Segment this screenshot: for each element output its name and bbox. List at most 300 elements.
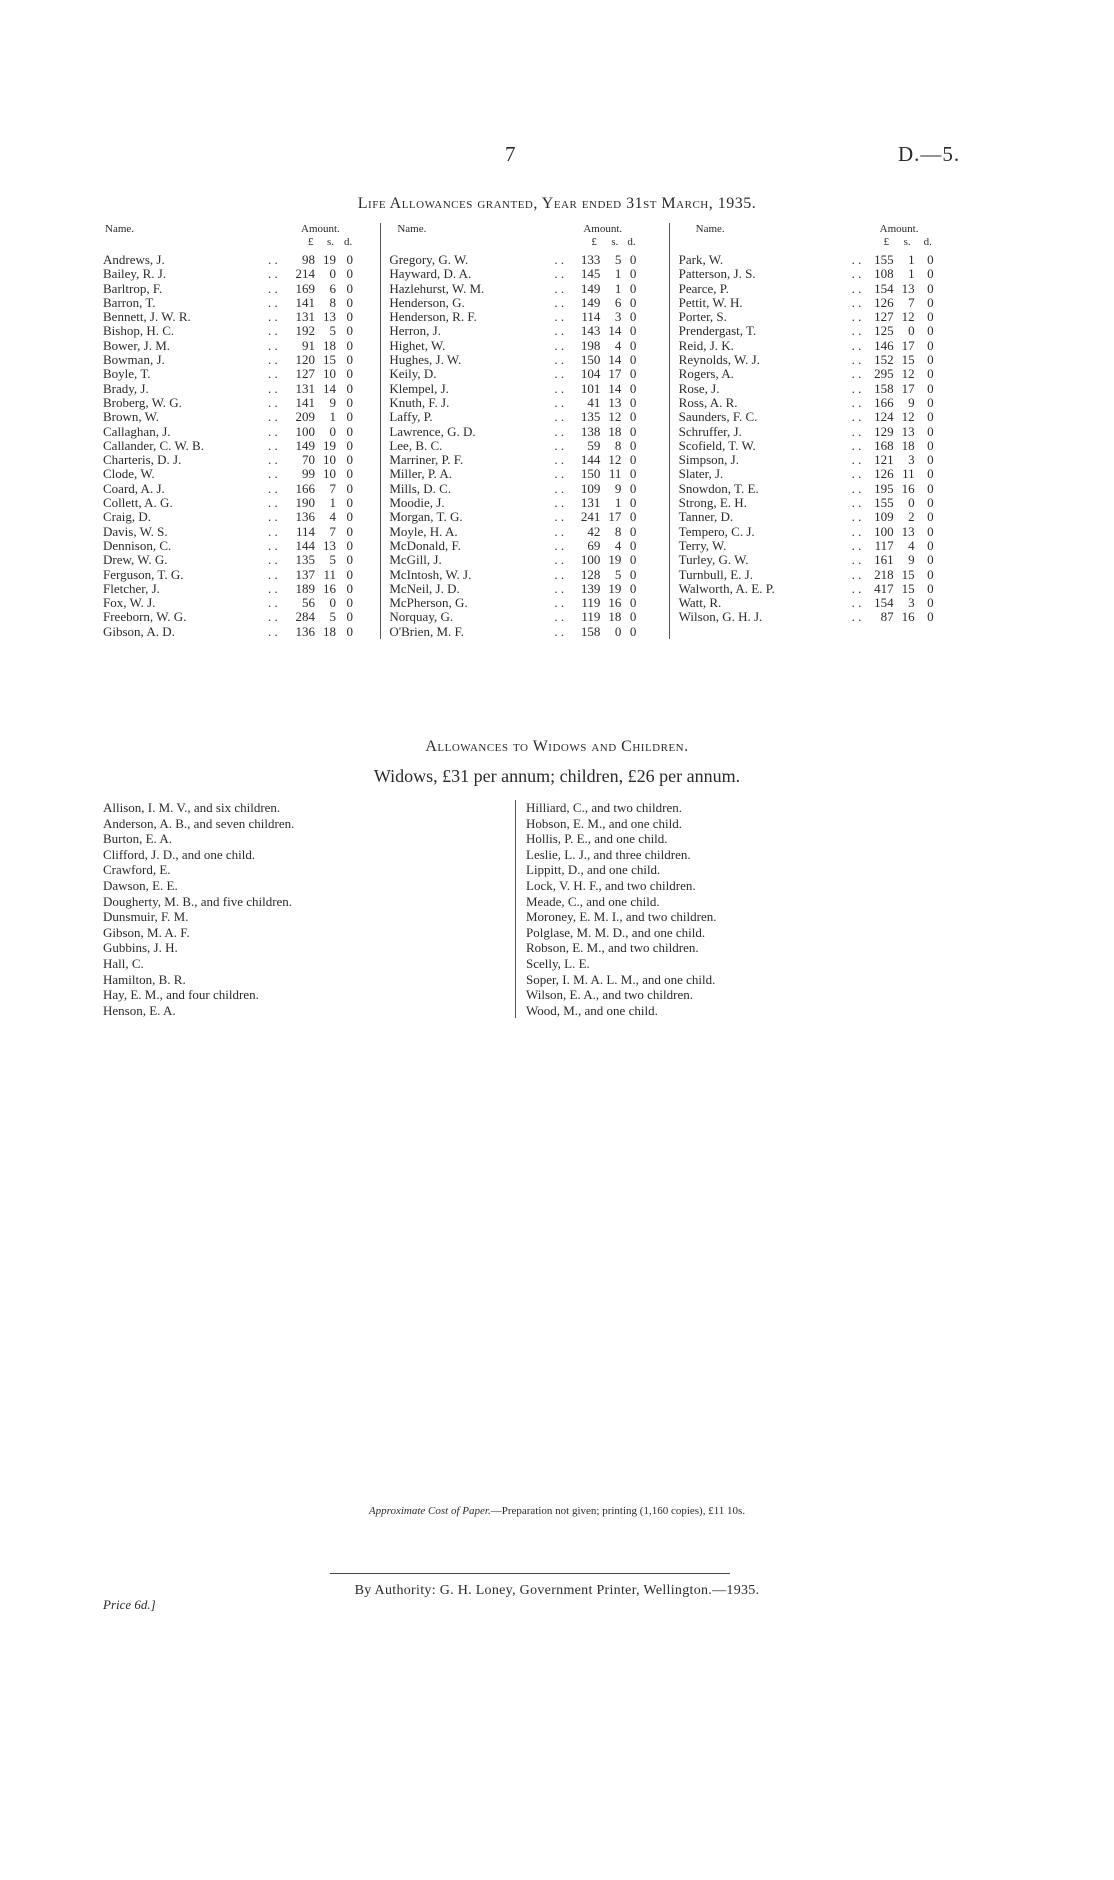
table-row — [103, 396, 380, 410]
amount-pounds: 152 — [874, 352, 894, 368]
amount-shillings: 18 — [323, 623, 336, 639]
person-name: Moyle, H. A. — [389, 523, 458, 539]
amount-pence: 0 — [927, 452, 934, 468]
amount-pounds: 190 — [295, 495, 315, 511]
amount-shillings: 16 — [901, 480, 915, 496]
leader-dots: . . — [554, 380, 565, 396]
leader-dots: . . — [268, 294, 278, 310]
widows-list-left — [103, 800, 515, 1018]
amount-pence: 0 — [629, 252, 637, 267]
amount-pounds: 56 — [302, 595, 315, 611]
leader-dots: . . — [851, 294, 862, 310]
leader-dots: . . — [554, 366, 565, 382]
table-row — [103, 467, 380, 481]
amount-shillings: 10 — [323, 452, 336, 468]
amount-pence: 0 — [629, 380, 637, 396]
table-row — [103, 439, 380, 453]
amount-pounds: 209 — [295, 409, 315, 425]
table-row — [381, 410, 668, 424]
table-row — [381, 310, 668, 324]
table-row — [381, 267, 668, 281]
table-row — [103, 510, 380, 524]
table-row — [381, 553, 668, 567]
leader-dots: . . — [554, 580, 565, 596]
table-row — [670, 410, 943, 424]
person-name: Brown, W. — [103, 409, 159, 425]
amount-shillings: 15 — [901, 566, 915, 582]
person-name: McPherson, G. — [389, 595, 468, 611]
amount-pounds: 149 — [580, 294, 601, 310]
amount-pence: 0 — [927, 366, 934, 382]
leader-dots: . . — [268, 552, 278, 568]
widow-entry: Wilson, E. A., and two children. — [526, 987, 694, 1003]
table-row — [103, 382, 380, 396]
cost-note — [0, 1505, 1114, 1517]
amount-pence: 0 — [927, 409, 934, 425]
amount-pounds: 144 — [580, 452, 601, 468]
table-row — [103, 453, 380, 467]
table-column-2 — [380, 223, 668, 639]
person-name: Gregory, G. W. — [389, 252, 469, 267]
amount-shillings: 17 — [608, 366, 622, 382]
shillings-header: s. — [327, 236, 335, 248]
widow-entry: Moroney, E. M. I., and two children. — [526, 909, 717, 925]
leader-dots: . . — [554, 437, 565, 453]
amount-pence: 0 — [629, 523, 637, 539]
leader-dots: . . — [268, 623, 278, 639]
person-name: Watt, R. — [678, 595, 722, 611]
amount-pounds: 166 — [874, 394, 894, 410]
amount-pence: 0 — [346, 466, 353, 482]
leader-dots: . . — [268, 480, 278, 496]
amount-pounds: 125 — [874, 323, 894, 339]
table-row — [103, 482, 380, 496]
amount-pounds: 128 — [580, 566, 601, 582]
leader-dots: . . — [851, 323, 862, 339]
leader-dots: . . — [268, 495, 278, 511]
table-row — [103, 496, 380, 510]
leader-dots: . . — [851, 495, 862, 511]
person-name: Morgan, T. G. — [389, 509, 463, 525]
amount-shillings: 7 — [908, 294, 915, 310]
person-name: Ross, A. R. — [678, 394, 738, 410]
amount-pounds: 141 — [295, 394, 315, 410]
person-name: Pettit, W. H. — [678, 294, 743, 310]
amount-pence: 0 — [927, 509, 934, 525]
person-name: Patterson, J. S. — [678, 266, 756, 282]
person-name: Miller, P. A. — [389, 466, 453, 482]
amount-shillings: 11 — [323, 566, 336, 582]
amount-shillings: 8 — [329, 294, 336, 310]
amount-pounds: 155 — [874, 252, 894, 267]
person-name: Saunders, F. C. — [678, 409, 758, 425]
amount-shillings: 1 — [614, 280, 622, 296]
person-name: Hayward, D. A. — [389, 266, 472, 282]
amount-pounds: 126 — [874, 466, 894, 482]
leader-dots: . . — [554, 537, 565, 553]
pound-header: £ — [308, 236, 314, 248]
table-row — [670, 324, 943, 338]
amount-pounds: 114 — [581, 309, 601, 325]
person-name: Pearce, P. — [678, 280, 729, 296]
amount-pence: 0 — [346, 280, 353, 296]
person-name: Moodie, J. — [389, 495, 445, 511]
leader-dots: . . — [851, 480, 862, 496]
amount-shillings: 7 — [329, 523, 336, 539]
person-name: Lee, B. C. — [389, 437, 443, 453]
person-name: Gibson, A. D. — [103, 623, 175, 639]
table-row — [381, 282, 668, 296]
amount-pounds: 138 — [580, 423, 601, 439]
widow-entry: Soper, I. M. A. L. M., and one child. — [526, 971, 716, 987]
person-name: Fletcher, J. — [103, 580, 160, 596]
amount-shillings: 15 — [901, 580, 915, 596]
table-row — [670, 539, 943, 553]
amount-shillings: 19 — [323, 437, 336, 453]
person-name: Broberg, W. G. — [103, 394, 182, 410]
amount-pounds: 192 — [295, 323, 315, 339]
amount-shillings: 12 — [901, 409, 915, 425]
table-row — [670, 596, 943, 610]
amount-pounds: 241 — [580, 509, 601, 525]
person-name: Tanner, D. — [678, 509, 734, 525]
person-name: Herron, J. — [389, 323, 441, 339]
person-name: Collett, A. G. — [103, 495, 173, 511]
amount-pounds: 214 — [295, 266, 315, 282]
table-row — [381, 467, 668, 481]
amount-shillings: 19 — [323, 252, 336, 267]
table-row — [103, 425, 380, 439]
amount-pence: 0 — [927, 437, 934, 453]
leader-dots: . . — [268, 537, 278, 553]
table-row — [670, 353, 943, 367]
person-name: Klempel, J. — [389, 380, 449, 396]
amount-shillings: 1 — [908, 266, 915, 282]
person-name: Tempero, C. J. — [678, 523, 755, 539]
amount-pence: 0 — [629, 337, 637, 353]
leader-dots: . . — [851, 409, 862, 425]
table-row — [670, 339, 943, 353]
table-row — [103, 339, 380, 353]
amount-pence: 0 — [629, 394, 637, 410]
table-row — [381, 596, 668, 610]
amount-pence: 0 — [346, 252, 353, 267]
amount-pence: 0 — [629, 552, 637, 568]
amount-pounds: 144 — [295, 537, 315, 553]
person-name: Simpson, J. — [678, 452, 739, 468]
amount-shillings: 9 — [329, 394, 336, 410]
leader-dots: . . — [554, 409, 565, 425]
person-name: Freeborn, W. G. — [103, 609, 187, 625]
leader-dots: . . — [851, 595, 862, 611]
table-row — [670, 467, 943, 481]
amount-pounds: 131 — [295, 380, 315, 396]
table-row — [670, 453, 943, 467]
leader-dots: . . — [851, 280, 862, 296]
amount-pounds: 136 — [295, 509, 315, 525]
table-row — [670, 296, 943, 310]
person-name: McGill, J. — [389, 552, 442, 568]
amount-pence: 0 — [927, 580, 934, 596]
amount-shillings: 17 — [901, 337, 915, 353]
table-row — [381, 353, 668, 367]
amount-pence: 0 — [629, 537, 637, 553]
person-name: Prendergast, T. — [678, 323, 757, 339]
amount-shillings: 8 — [614, 523, 622, 539]
amount-pence: 0 — [927, 495, 934, 511]
amount-pounds: 135 — [295, 552, 315, 568]
person-name: Fox, W. J. — [103, 595, 156, 611]
amount-pounds: 101 — [580, 380, 601, 396]
leader-dots: . . — [268, 309, 278, 325]
amount-shillings: 9 — [908, 394, 915, 410]
amount-pounds: 100 — [580, 552, 601, 568]
table-row — [381, 568, 668, 582]
table-row — [103, 310, 380, 324]
amount-pence: 0 — [629, 623, 637, 639]
leader-dots: . . — [851, 566, 862, 582]
leader-dots: . . — [268, 323, 278, 339]
leader-dots: . . — [268, 266, 278, 282]
leader-dots: . . — [268, 595, 278, 611]
leader-dots: . . — [554, 566, 565, 582]
amount-pounds: 150 — [580, 352, 601, 368]
table-row — [670, 310, 943, 324]
amount-pounds: 119 — [581, 609, 601, 625]
amount-pence: 0 — [346, 409, 353, 425]
amount-pounds: 146 — [874, 337, 894, 353]
amount-shillings: 10 — [323, 466, 336, 482]
person-name: Laffy, P. — [389, 409, 433, 425]
table-row — [381, 453, 668, 467]
leader-dots: . . — [268, 409, 278, 425]
amount-pounds: 149 — [295, 437, 315, 453]
amount-pounds: 218 — [874, 566, 894, 582]
table-row — [670, 439, 943, 453]
amount-pence: 0 — [629, 580, 637, 596]
person-name: Lawrence, G. D. — [389, 423, 476, 439]
amount-pounds: 120 — [295, 352, 315, 368]
amount-pounds: 139 — [580, 580, 601, 596]
amount-pence: 0 — [629, 409, 637, 425]
leader-dots: . . — [851, 380, 862, 396]
table-row — [103, 367, 380, 381]
amount-pounds: 168 — [874, 437, 894, 453]
widow-entry: Polglase, M. M. D., and one child. — [526, 924, 706, 940]
person-name: O'Brien, M. F. — [389, 623, 464, 639]
leader-dots: . . — [268, 437, 278, 453]
table-row — [381, 253, 668, 267]
table-row — [670, 582, 943, 596]
amount-pounds: 98 — [302, 252, 315, 267]
amount-pounds: 70 — [302, 452, 315, 468]
person-name: Barltrop, F. — [103, 280, 163, 296]
amount-pounds: 100 — [295, 423, 315, 439]
person-name: Slater, J. — [678, 466, 724, 482]
amount-shillings: 6 — [329, 280, 336, 296]
amount-shillings: 16 — [323, 580, 336, 596]
amount-shillings: 14 — [608, 380, 622, 396]
amount-pounds: 149 — [580, 280, 601, 296]
pence-header: d. — [923, 236, 932, 248]
person-name: Brady, J. — [103, 380, 149, 396]
amount-pounds: 169 — [295, 280, 315, 296]
amount-shillings: 14 — [608, 323, 622, 339]
amount-pence: 0 — [346, 294, 353, 310]
amount-pounds: 42 — [587, 523, 601, 539]
amount-pence: 0 — [927, 566, 934, 582]
price-label: Price 6d.] — [103, 1597, 156, 1612]
amount-pounds: 59 — [587, 437, 601, 453]
cost-label: Approximate Cost of Paper. — [368, 1505, 491, 1517]
amount-shillings: 8 — [614, 437, 622, 453]
person-name: Bennett, J. W. R. — [103, 309, 191, 325]
amount-shillings: 7 — [329, 480, 336, 496]
amount-shillings: 0 — [908, 495, 915, 511]
amount-shillings: 14 — [608, 352, 622, 368]
leader-dots: . . — [268, 394, 278, 410]
table-row — [381, 324, 668, 338]
leader-dots: . . — [268, 423, 278, 439]
leader-dots: . . — [554, 595, 565, 611]
leader-dots: . . — [554, 495, 565, 511]
table-row — [103, 410, 380, 424]
name-header: Name. — [397, 223, 427, 235]
amount-pence: 0 — [346, 337, 353, 353]
amount-pence: 0 — [927, 537, 934, 553]
authority-line: By Authority: G. H. Loney, Government Printer, Wellington.—1935. — [354, 1583, 760, 1598]
amount-pence: 0 — [927, 380, 934, 396]
table-row — [103, 253, 380, 267]
amount-shillings: 6 — [614, 294, 622, 310]
table-row — [103, 324, 380, 338]
table-rows — [670, 253, 943, 625]
amount-pence: 0 — [927, 252, 934, 267]
amount-pence: 0 — [346, 509, 353, 525]
person-name: McNeil, J. D. — [389, 580, 460, 596]
widows-section-title: Allowances to Widows and Children. — [425, 738, 689, 755]
amount-pence: 0 — [629, 480, 637, 496]
leader-dots: . . — [268, 380, 278, 396]
table-rows — [381, 253, 668, 639]
table-row — [381, 525, 668, 539]
amount-pounds: 104 — [580, 366, 601, 382]
amount-pence: 0 — [629, 437, 637, 453]
leader-dots: . . — [851, 252, 862, 267]
amount-pence: 0 — [346, 452, 353, 468]
widow-entry: Wood, M., and one child. — [526, 1002, 658, 1018]
amount-pounds: 284 — [295, 609, 315, 625]
amount-shillings: 18 — [323, 337, 336, 353]
amount-pounds: 121 — [874, 452, 894, 468]
person-name: Callander, C. W. B. — [103, 437, 204, 453]
widow-entry: Dougherty, M. B., and five children. — [103, 893, 293, 909]
amount-shillings: 0 — [329, 595, 336, 611]
widow-entry: Leslie, L. J., and three children. — [526, 846, 691, 862]
amount-shillings: 0 — [329, 423, 336, 439]
amount-pence: 0 — [346, 537, 353, 553]
amount-shillings: 1 — [614, 266, 622, 282]
amount-pounds: 195 — [874, 480, 894, 496]
amount-pence: 0 — [629, 423, 637, 439]
amount-pence: 0 — [629, 294, 637, 310]
amount-shillings: 16 — [901, 609, 915, 625]
amount-shillings: 13 — [901, 280, 915, 296]
amount-pence: 0 — [346, 552, 353, 568]
table-row — [670, 425, 943, 439]
person-name: Strong, E. H. — [678, 495, 747, 511]
amount-pence: 0 — [346, 623, 353, 639]
person-name: Turnbull, E. J. — [678, 566, 753, 582]
amount-shillings: 9 — [908, 552, 915, 568]
person-name: Henderson, G. — [389, 294, 465, 310]
amount-shillings: 4 — [614, 337, 622, 353]
amount-shillings: 19 — [608, 580, 622, 596]
leader-dots: . . — [554, 352, 565, 368]
amount-shillings: 15 — [901, 352, 915, 368]
amount-pence: 0 — [346, 309, 353, 325]
table-row — [670, 553, 943, 567]
person-name: Porter, S. — [678, 309, 727, 325]
person-name: Andrews, J. — [103, 252, 165, 267]
leader-dots: . . — [268, 466, 278, 482]
leader-dots: . . — [851, 366, 862, 382]
person-name: Norquay, G. — [389, 609, 454, 625]
amount-pounds: 131 — [295, 309, 315, 325]
amount-shillings: 5 — [329, 323, 336, 339]
person-name: Reynolds, W. J. — [678, 352, 760, 368]
amount-shillings: 16 — [608, 595, 622, 611]
amount-pounds: 124 — [874, 409, 894, 425]
amount-pence: 0 — [346, 480, 353, 496]
amount-shillings: 1 — [614, 495, 622, 511]
widow-entry: Allison, I. M. V., and six children. — [103, 800, 281, 815]
table-row — [670, 282, 943, 296]
amount-pence: 0 — [346, 352, 353, 368]
person-name: McIntosh, W. J. — [389, 566, 472, 582]
amount-pence: 0 — [346, 523, 353, 539]
person-name: Hughes, J. W. — [389, 352, 462, 368]
amount-shillings: 3 — [908, 452, 915, 468]
widow-entry: Scelly, L. E. — [526, 955, 590, 971]
document-reference: D.—5. — [898, 142, 961, 166]
amount-shillings: 18 — [608, 609, 622, 625]
amount-pounds: 69 — [587, 537, 601, 553]
amount-shillings: 12 — [608, 452, 622, 468]
amount-pounds: 109 — [580, 480, 601, 496]
person-name: Dennison, C. — [103, 537, 172, 553]
amount-shillings: 19 — [608, 552, 622, 568]
amount-pence: 0 — [629, 352, 637, 368]
person-name: Keily, D. — [389, 366, 437, 382]
amount-pounds: 126 — [874, 294, 894, 310]
amount-shillings: 0 — [908, 323, 915, 339]
amount-pounds: 133 — [580, 252, 601, 267]
person-name: Rose, J. — [678, 380, 720, 396]
amount-pence: 0 — [346, 495, 353, 511]
leader-dots: . . — [554, 394, 565, 410]
amount-pence: 0 — [629, 309, 637, 325]
amount-pence: 0 — [629, 323, 637, 339]
amount-shillings: 4 — [908, 537, 915, 553]
amount-header: Amount. — [301, 223, 340, 235]
leader-dots: . . — [268, 352, 278, 368]
widow-entry: Dawson, E. E. — [103, 877, 178, 893]
amount-pounds: 87 — [880, 609, 894, 625]
amount-pounds: 166 — [295, 480, 315, 496]
amount-pence: 0 — [927, 337, 934, 353]
widow-entry: Hay, E. M., and four children. — [103, 987, 259, 1003]
